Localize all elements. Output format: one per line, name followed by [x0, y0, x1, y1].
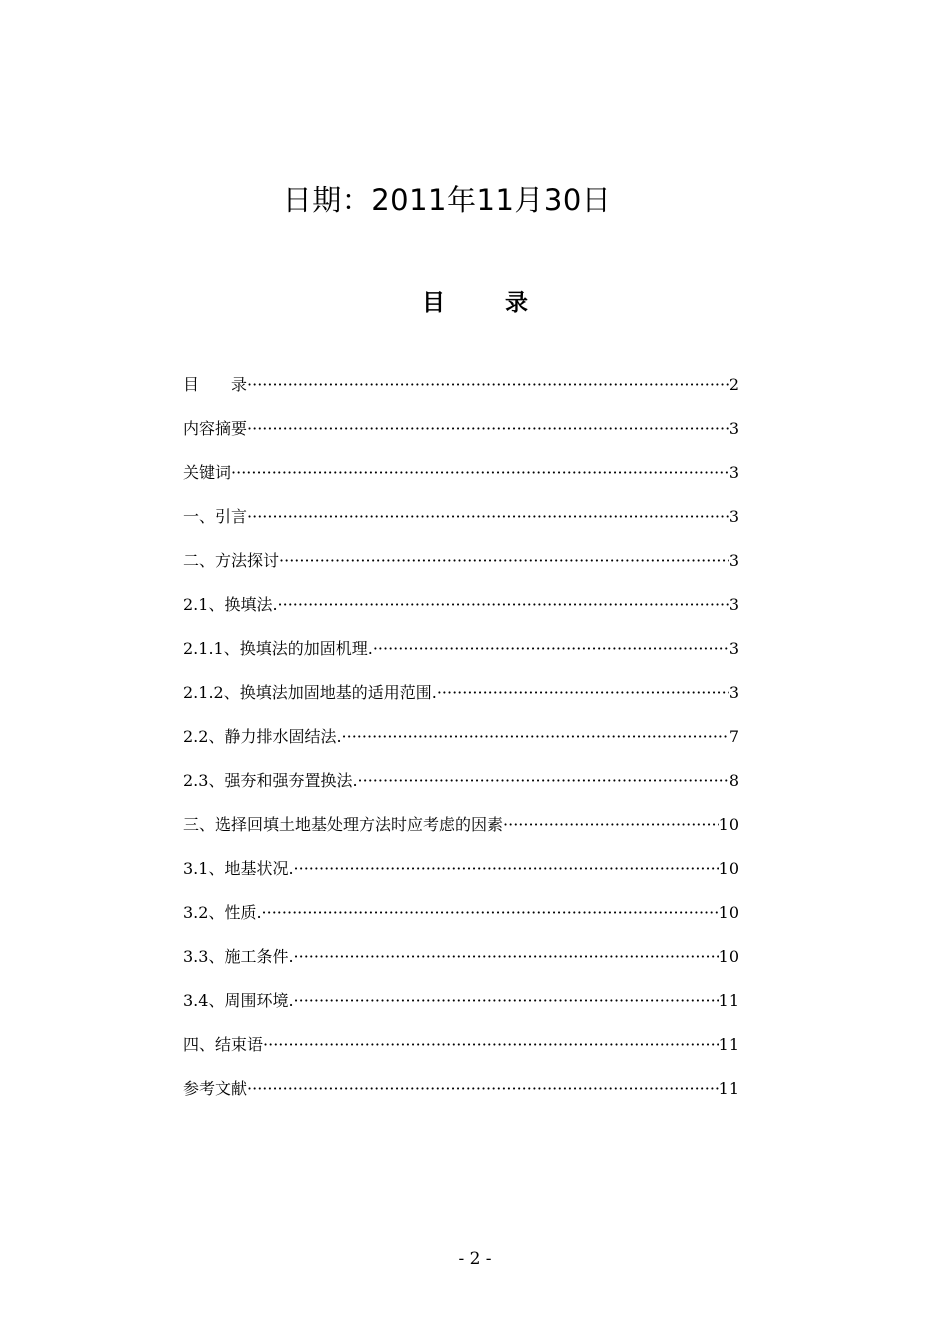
toc-leader-dots: [358, 771, 729, 790]
toc-entry-label: 3.4、周围环境.: [183, 991, 294, 1010]
toc-entry-page: 3: [728, 419, 739, 438]
toc-entry[interactable]: [183, 548, 739, 592]
toc-entry-page: 2: [728, 375, 739, 394]
toc-entry-page: 3: [728, 639, 739, 658]
toc-entry-page: 11: [718, 991, 739, 1010]
toc-entry-label: 一、引言: [183, 507, 248, 526]
toc-entry[interactable]: [183, 592, 739, 636]
toc-leader-dots: [294, 991, 719, 1010]
toc-entry-page: 10: [718, 859, 739, 878]
toc-entry-page: 3: [728, 507, 739, 526]
toc-entry[interactable]: [183, 1076, 739, 1120]
toc-entry-label: 2.2、静力排水固结法.: [183, 727, 342, 746]
toc-entry[interactable]: [183, 1032, 739, 1076]
toc-leader-dots: [279, 551, 729, 570]
toc-entry[interactable]: [183, 680, 739, 724]
toc-entry[interactable]: [183, 812, 739, 856]
toc-entry[interactable]: [183, 768, 739, 812]
toc-entry[interactable]: [183, 856, 739, 900]
toc-entry[interactable]: [183, 988, 739, 1032]
toc-entry[interactable]: [183, 636, 739, 680]
toc-entry[interactable]: [183, 944, 739, 988]
toc-entry-page: 3: [728, 595, 739, 614]
toc-entry-page: 10: [718, 947, 739, 966]
toc-leader-dots: [342, 727, 729, 746]
document-date: 日期：2011年11月30日: [282, 183, 612, 217]
toc-leader-dots: [247, 375, 729, 394]
toc-entry[interactable]: [183, 900, 739, 944]
toc-entry[interactable]: [183, 372, 739, 416]
toc-entry-label: 二、方法探讨: [183, 551, 280, 570]
toc-entry-page: 7: [728, 727, 739, 746]
toc-leader-dots: [247, 419, 729, 438]
page-number: - 2 -: [458, 1249, 492, 1269]
toc-entry[interactable]: [183, 504, 739, 548]
toc-entry-label: 关键词: [183, 463, 232, 482]
toc-leader-dots: [247, 507, 729, 526]
toc-leader-dots: [262, 903, 719, 922]
toc-entry-page: 8: [728, 771, 739, 790]
toc-entry-label: 四、结束语: [183, 1035, 264, 1054]
toc-entry-page: 3: [728, 463, 739, 482]
toc-entry[interactable]: [183, 460, 739, 504]
toc-entry-page: 10: [718, 815, 739, 834]
toc-entry[interactable]: [183, 724, 739, 768]
toc-entry[interactable]: [183, 416, 739, 460]
toc-leader-dots: [294, 947, 719, 966]
toc-entry-page: 11: [718, 1035, 739, 1054]
toc-entry-page: 11: [718, 1079, 739, 1098]
toc-leader-dots: [294, 859, 719, 878]
toc-entry-label: 2.1.1、换填法的加固机理.: [183, 639, 373, 658]
table-of-contents: [183, 372, 739, 1120]
toc-entry-label: 目 录: [183, 375, 248, 394]
toc-heading: 目 录: [421, 290, 554, 316]
toc-leader-dots: [503, 815, 719, 834]
toc-leader-dots: [278, 595, 729, 614]
toc-entry-label: 内容摘要: [183, 419, 248, 438]
toc-entry-label: 2.1、换填法.: [183, 595, 278, 614]
toc-leader-dots: [373, 639, 729, 658]
toc-entry-label: 参考文献: [183, 1079, 248, 1098]
toc-entry-page: 10: [718, 903, 739, 922]
toc-entry-label: 2.3、强夯和强夯置换法.: [183, 771, 358, 790]
toc-entry-label: 3.2、性质.: [183, 903, 262, 922]
toc-entry-label: 三、选择回填土地基处理方法时应考虑的因素: [183, 815, 504, 834]
toc-entry-label: 2.1.2、换填法加固地基的适用范围.: [183, 683, 437, 702]
toc-leader-dots: [437, 683, 729, 702]
toc-entry-page: 3: [728, 551, 739, 570]
toc-entry-page: 3: [728, 683, 739, 702]
toc-leader-dots: [231, 463, 729, 482]
toc-entry-label: 3.3、施工条件.: [183, 947, 294, 966]
toc-entry-label: 3.1、地基状况.: [183, 859, 294, 878]
toc-leader-dots: [247, 1079, 719, 1098]
toc-leader-dots: [263, 1035, 719, 1054]
